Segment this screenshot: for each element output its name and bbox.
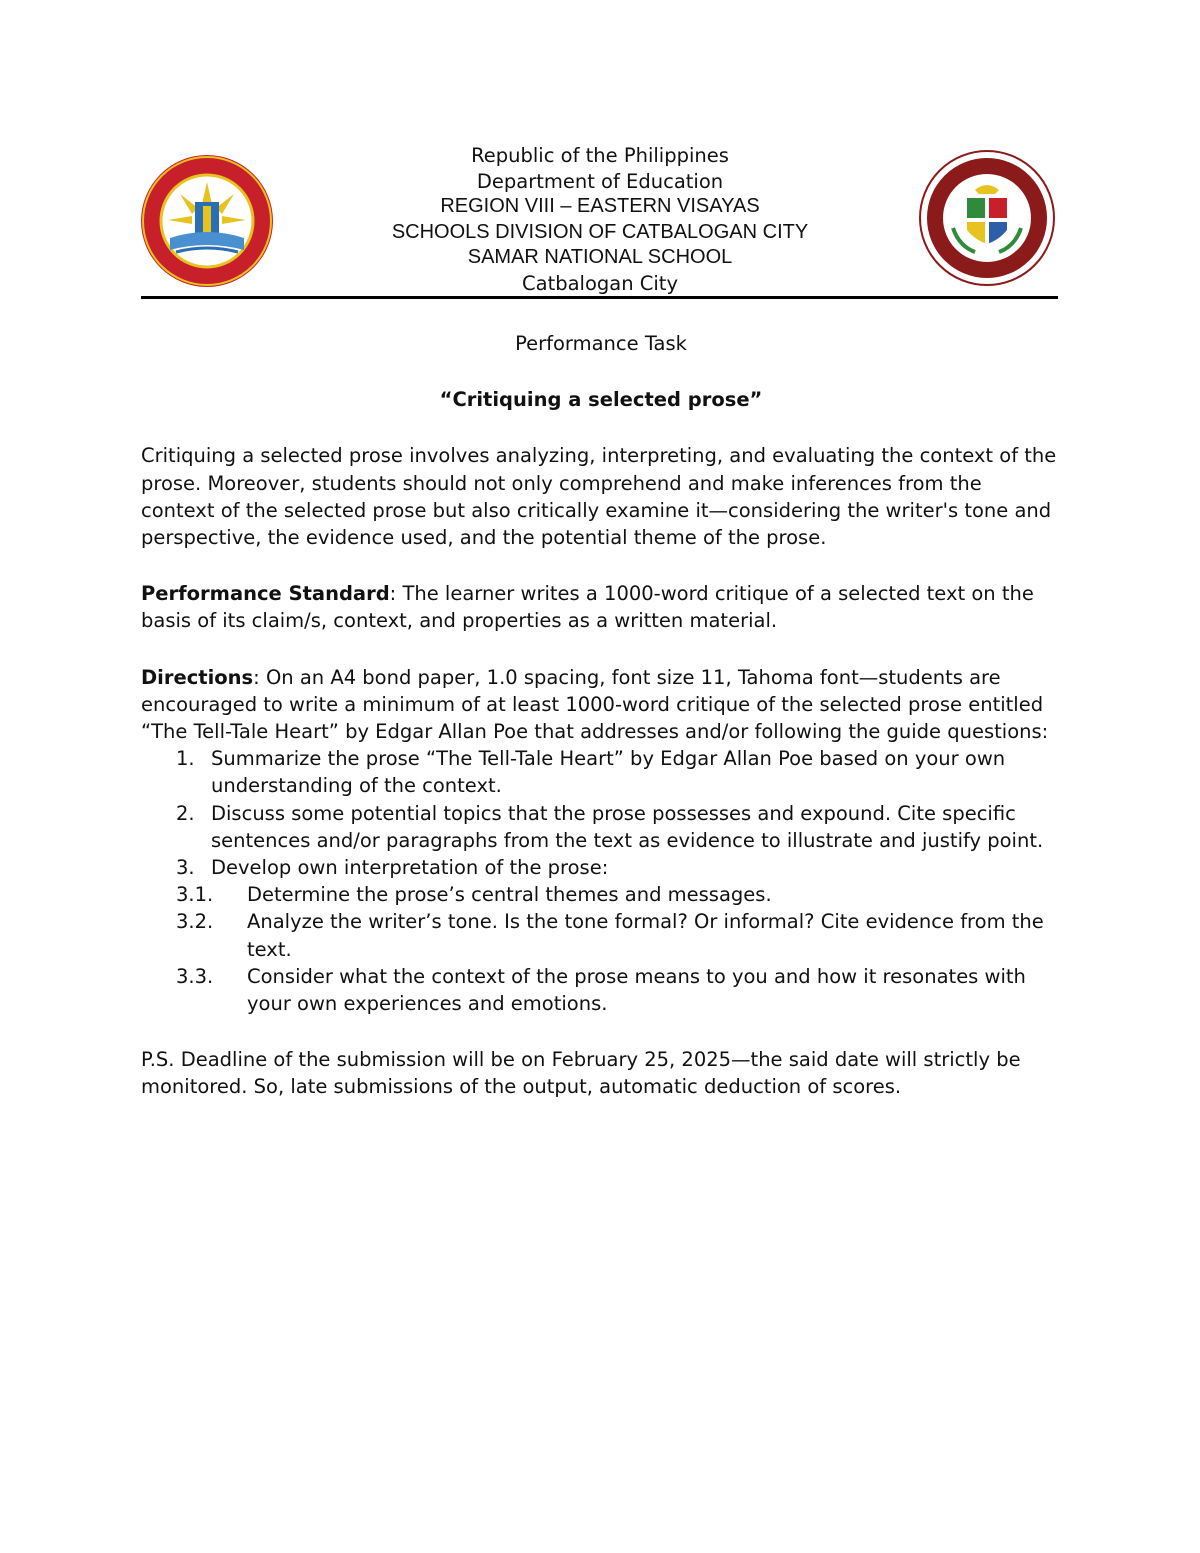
page-subtitle: “Critiquing a selected prose” xyxy=(439,388,763,412)
list-item: 3.3. Consider what the context of the prose means to you and how it resonates with your own experiences and emotions. xyxy=(176,964,1026,1016)
list-item: 3.2. Analyze the writer’s tone. Is the tone formal? Or informal? Cite evidence from the text. xyxy=(176,910,1044,961)
performance-standard-label: Performance Standard xyxy=(141,582,390,606)
header-region: REGION VIII – EASTERN VISAYAS xyxy=(440,195,760,218)
header-department: Department of Education xyxy=(476,169,724,193)
list-item: 3. Develop own interpretation of the prose: xyxy=(176,856,609,880)
header-city: Catbalogan City xyxy=(522,271,678,295)
header-divider xyxy=(141,296,1058,299)
directions-text: : On an A4 bond paper, 1.0 spacing, font size 11, Tahoma font—students are encouraged to write a minimum of at least 1000-word critique of the selected prose entitled “The Tell-Tale Heart” by Edgar Allan Poe that addresses and/or following the guide questions: xyxy=(141,665,1049,744)
postscript-deadline: P.S. Deadline of the submission will be on February 25, 2025—the said date will strictly be monitored. So, late submissions of the output, automatic deduction of scores. xyxy=(141,1048,1021,1099)
list-item: 1. Summarize the prose “The Tell-Tale Heart” by Edgar Allan Poe based on your own understanding of the context. xyxy=(176,747,1006,798)
guide-questions-list xyxy=(141,745,1061,881)
document-header xyxy=(300,143,900,297)
list-item: 2. Discuss some potential topics that the prose possesses and expound. Cite specific sentences and/or paragraphs from the text as evidence to illustrate and justify point. xyxy=(176,801,1044,852)
sub-questions-list xyxy=(141,881,1061,1017)
page-title: Performance Task xyxy=(515,332,687,355)
header-school-name: SAMAR NATIONAL SCHOOL xyxy=(467,246,733,269)
list-item: 3.1. Determine the prose’s central themes and messages. xyxy=(176,883,772,907)
performance-standard-text: : The learner writes a 1000-word critique of a selected text on the basis of its claim/s, context, and properties as a written material. xyxy=(141,582,1034,633)
intro-paragraph: Critiquing a selected prose involves analyzing, interpreting, and evaluating the context of the prose. Moreover, students should not only comprehend and make inferences from the context of the selected prose but also critically examine it—considering the writer's tone and perspective, the evidence used, and the potential theme of the prose. xyxy=(141,444,1057,550)
deped-seal-logo xyxy=(140,154,274,288)
directions-label: Directions xyxy=(141,665,254,689)
header-schools-division: SCHOOLS DIVISION OF CATBALOGAN CITY xyxy=(391,220,809,243)
document-body xyxy=(141,330,1061,1101)
directions xyxy=(141,664,1061,746)
header-republic: Republic of the Philippines xyxy=(471,144,729,167)
school-seal-logo xyxy=(919,150,1055,286)
performance-standard xyxy=(141,580,1061,634)
